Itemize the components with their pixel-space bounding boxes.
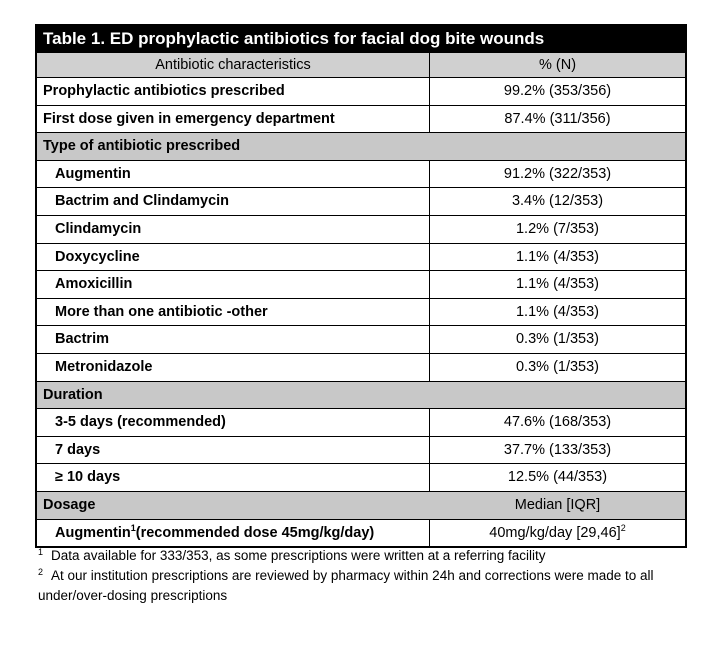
row-label: Amoxicillin — [37, 271, 430, 298]
dosage-drug: Augmentin — [55, 524, 131, 541]
table-row — [37, 408, 685, 436]
row-label: Bactrim and Clindamycin — [37, 188, 430, 215]
section-duration-row — [37, 381, 685, 409]
antibiotics-table — [35, 24, 687, 548]
row-label: Augmentin — [37, 161, 430, 188]
row-label: More than one antibiotic -other — [37, 299, 430, 326]
header-characteristics: Antibiotic characteristics — [37, 53, 430, 77]
table-row — [37, 463, 685, 491]
table-row — [37, 270, 685, 298]
footnote-text: Data available for 333/353, as some prescriptions were written at a referring facility — [51, 548, 546, 563]
table-row — [37, 243, 685, 271]
row-label: Doxycycline — [37, 244, 430, 271]
row-label: First dose given in emergency department — [37, 106, 430, 133]
table-row — [37, 298, 685, 326]
footnote-2 — [38, 566, 678, 606]
table-row — [37, 215, 685, 243]
row-label: 3-5 days (recommended) — [37, 409, 430, 436]
dosage-header-value: Median [IQR] — [514, 496, 601, 513]
row-value: 0.3% (1/353) — [515, 331, 600, 348]
row-label: Metronidazole — [37, 354, 430, 381]
dosage-row-label — [37, 520, 430, 547]
table-header-row — [37, 52, 685, 77]
table-row — [37, 187, 685, 215]
row-value: 1.1% (4/353) — [515, 303, 600, 320]
footnote-mark: 2 — [38, 566, 44, 577]
table-row — [37, 77, 685, 105]
table-row — [37, 353, 685, 381]
row-label: 7 days — [37, 437, 430, 464]
row-label: Prophylactic antibiotics prescribed — [37, 78, 430, 105]
section-dosage-label: Dosage — [43, 496, 96, 513]
footnote-mark: 1 — [38, 546, 44, 557]
table-row — [37, 436, 685, 464]
row-label: Clindamycin — [37, 216, 430, 243]
dosage-note: (recommended dose 45mg/kg/day) — [135, 524, 375, 541]
row-value: 87.4% (311/356) — [504, 110, 611, 127]
row-label: ≥ 10 days — [37, 464, 430, 491]
section-type-label: Type of antibiotic prescribed — [43, 138, 241, 155]
footnote-ref-2: 2 — [620, 522, 626, 533]
section-dosage-row — [37, 491, 685, 519]
row-value: 1.1% (4/353) — [515, 276, 600, 293]
row-value: 1.1% (4/353) — [515, 248, 600, 265]
row-value: 91.2% (322/353) — [503, 165, 612, 182]
row-value: 99.2% (353/356) — [503, 83, 612, 99]
row-value: 12.5% (44/353) — [507, 469, 608, 486]
table-row — [37, 325, 685, 353]
table-row — [37, 519, 685, 547]
table-row — [37, 160, 685, 188]
row-value: 0.3% (1/353) — [515, 358, 600, 375]
dosage-row-value — [430, 520, 685, 547]
row-value: 47.6% (168/353) — [503, 414, 612, 431]
table-title: Table 1. ED prophylactic antibiotics for facial dog bite wounds — [37, 26, 685, 52]
section-type-row — [37, 132, 685, 160]
section-duration-label: Duration — [43, 386, 103, 403]
header-percent: % (N) — [538, 57, 577, 73]
footnotes — [38, 546, 678, 606]
footnote-ref-1: 1 — [130, 522, 136, 533]
row-value: 37.7% (133/353) — [503, 441, 612, 458]
footnote-text: At our institution prescriptions are reviewed by pharmacy within 24h and corrections were made to all under/over-dosing prescriptions — [38, 568, 654, 603]
dosage-value: 40mg/kg/day [29,46] — [489, 524, 621, 541]
row-value: 1.2% (7/353) — [515, 220, 600, 237]
row-label: Bactrim — [37, 326, 430, 353]
footnote-1 — [38, 546, 678, 566]
table-row — [37, 105, 685, 133]
row-value: 3.4% (12/353) — [511, 193, 604, 210]
